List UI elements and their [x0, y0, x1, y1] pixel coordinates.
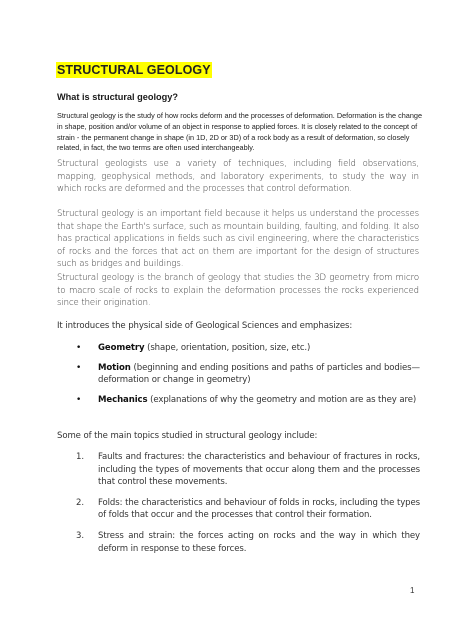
page-number: 1 [410, 586, 415, 595]
paragraph-definition: Structural geology is the branch of geology that studies the 3D geometry from micro to macro scale of rocks to explain the deformation processes the rocks experienced since their origination. [57, 273, 419, 309]
list-item-text: (shape, orientation, position, size, etc.) [144, 343, 311, 353]
list-item [76, 394, 420, 407]
list-item [76, 451, 420, 489]
emphasis-intro: It introduces the physical side of Geological Sciences and emphasizes: [57, 321, 353, 331]
list-item-text: (explanations of why the geometry and motion are as they are) [147, 394, 417, 405]
list-item-text: Folds: the characteristics and behaviour of folds in rocks, including the types of folds that occur and the processes that control their formation. [98, 497, 420, 521]
topics-list [76, 451, 420, 563]
section-heading: What is structural geology? [57, 92, 178, 102]
paragraph-techniques: Structural geologists use a variety of techniques, including field observations, mapping, geophysical methods, and laboratory experiments, to study the way in which rocks are deformed and the processes that control deformation. [57, 159, 419, 195]
list-item-number: 2. [76, 497, 84, 508]
topics-intro: Some of the main topics studied in structural geology include: [57, 431, 318, 441]
list-item-number: 3. [76, 530, 84, 541]
bullet-icon: • [76, 394, 82, 405]
list-item-text: Stress and strain: the forces acting on rocks and the way in which they deform in response to these forces. [98, 530, 420, 554]
bullet-icon: • [76, 362, 82, 373]
list-item [76, 530, 420, 555]
list-item [76, 362, 420, 387]
list-item-term: Mechanics [98, 394, 148, 405]
list-item-text: (beginning and ending positions and paths of particles and bodies—deformation or change in geometry) [98, 362, 420, 386]
paragraph-importance: Structural geology is an important field because it helps us understand the processes that shape the Earth's surface, such as mountain building, faulting, and folding. It also has practical applications in fields such as civil engineering, where the characteristics of rocks and the forces that act on them are important for the design of structures such as bridges and buildings. [57, 209, 419, 270]
list-item-term: Geometry [98, 343, 145, 353]
list-item [76, 342, 420, 355]
lead-paragraph: Structural geology is the study of how rocks deform and the processes of deformation. Deformation is the change in shape, position and/or volume of an object in response to applied forces. It is closely related to the concept of strain - the permanent change in shape (in 1D, 2D or 3D) of a rock body as a result of deformation, so closely related, in fact, the two terms are often used interchangeably. [57, 111, 423, 153]
list-item-text: Faults and fractures: the characteristics and behaviour of fractures in rocks, including the types of movements that occur along them and the processes that control these movements. [98, 452, 420, 488]
bullet-icon: • [76, 343, 82, 353]
page-title: STRUCTURAL GEOLOGY [57, 63, 211, 77]
list-item-number: 1. [76, 452, 84, 462]
emphasis-list [76, 342, 420, 413]
list-item-term: Motion [98, 362, 131, 373]
list-item [76, 497, 420, 522]
